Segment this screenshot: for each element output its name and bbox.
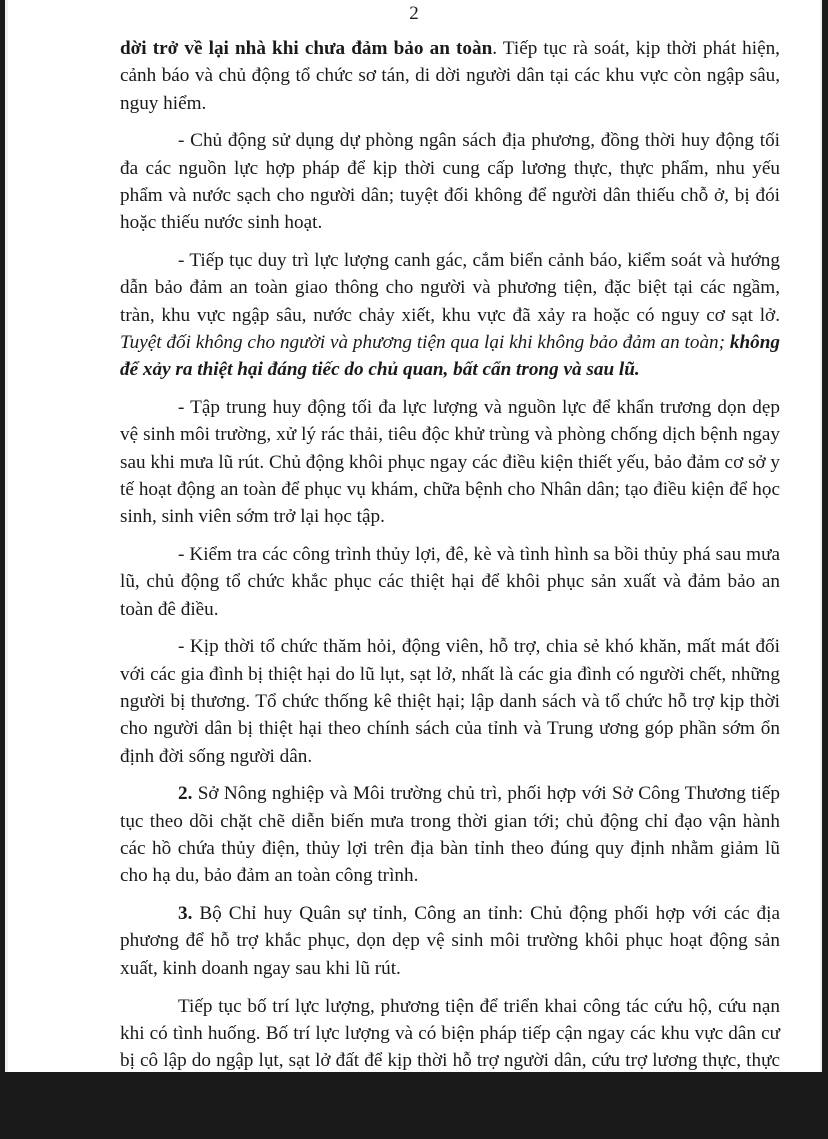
bold-text: dời trở về lại nhà khi chưa đảm bảo an toàn <box>120 38 493 59</box>
paragraph-sanitation <box>120 394 780 530</box>
item-number: 3. <box>178 903 193 925</box>
text: . Tiếp tục rà soát, kịp thời phát hiện, cảnh báo và chủ động tổ chức sơ tán, di dời người dân tại các khu vực còn ngập sâu, nguy hiểm. <box>120 38 780 114</box>
paragraph-traffic-safety <box>120 247 780 383</box>
document-body <box>120 35 780 1139</box>
text: - Tập trung huy động tối đa lực lượng và nguồn lực để khẩn trương dọn dẹp vệ sinh môi trường, xử lý rác thải, tiêu độc khử trùng và phòng chống dịch bệnh ngay sau khi mưa lũ rút. Chủ động khôi phục ngay các điều kiện thiết yếu, bảo đảm cơ sở y tế hoạt động an toàn để phục vụ khám, chữa bệnh cho Nhân dân; tạo điều kiện để học sinh, sinh viên sớm trở lại học tập. <box>120 397 781 528</box>
paragraph-continuation <box>120 35 780 117</box>
text: - Kịp thời tổ chức thăm hỏi, động viên, hỗ trợ, chia sẻ khó khăn, mất mát đối với các gia đình bị thiệt hại do lũ lụt, sạt lở, nhất là các gia đình có người chết, những người bị thương. Tổ chức thống kê thiệt hại; lập danh sách và tổ chức hỗ trợ kịp thời cho người dân bị thiệt hại theo chính sách của tỉnh và Trung ương góp phần sớm ổn định đời sống người dân. <box>120 636 780 767</box>
paragraph-irrigation <box>120 541 780 623</box>
paragraph-support <box>120 633 780 769</box>
paragraph-item-3 <box>120 900 780 982</box>
paragraph-rescue <box>120 993 780 1129</box>
document-page <box>5 0 822 1126</box>
text: Tiếp tục bố trí lực lượng, phương tiện để triển khai công tác cứu hộ, cứu nạn khi có tình huống. Bố trí lực lượng và có biện pháp tiếp cận ngay các khu vực dân cư bị cô lập do ngập lụt, sạt lở đất để kịp thời hỗ trợ người dân, cứu trợ lương thực, thực phẩm, nhu yếu phẩm cho người dân, sơ tán những trường hợp cần thiết để bảo đảm an toàn. <box>120 995 780 1126</box>
text: - Tiếp tục duy trì lực lượng canh gác, cắm biển cảnh báo, kiểm soát và hướng dẫn bảo đảm an toàn giao thông cho người và phương tiện, đặc biệt tại các ngầm, tràn, khu vực ngập sâu, nước chảy xiết, khu vực đã xảy ra hoặc có nguy cơ sạt lở. <box>120 250 780 326</box>
text: Bộ Chỉ huy Quân sự tỉnh, Công an tỉnh: Chủ động phối hợp với các địa phương để hỗ trợ khắc phục, dọn dẹp vệ sinh môi trường khôi phục hoạt động sản xuất, kinh doanh ngay sau khi lũ rút. <box>120 903 780 979</box>
paragraph-budget <box>120 127 780 236</box>
italic-text: Tuyệt đối không cho người và phương tiện qua lại khi không bảo đảm an toàn; <box>120 331 730 353</box>
text: Sở Nông nghiệp và Môi trường chủ trì, phối hợp với Sở Công Thương tiếp tục theo dõi chặt chẽ diễn biến mưa trong thời gian tới; chủ động chỉ đạo vận hành các hồ chứa thủy điện, thủy lợi trên địa bàn tỉnh theo đúng quy định nhằm giảm lũ cho hạ du, bảo đảm an toàn công trình. <box>120 783 780 887</box>
page-number: 2 <box>409 3 419 24</box>
text: - Kiểm tra các công trình thủy lợi, đê, kè và tình hình sa bồi thủy phá sau mưa lũ, chủ động tổ chức khắc phục các thiệt hại để khôi phục sản xuất và đảm bảo an toàn đê điều. <box>120 544 780 620</box>
paragraph-item-2 <box>120 780 780 889</box>
item-number: 2. <box>178 783 193 805</box>
bold-italic-text: không để xảy ra thiệt hại đáng tiếc do chủ quan, bất cẩn trong và sau lũ. <box>120 331 780 381</box>
text: - Chủ động sử dụng dự phòng ngân sách địa phương, đồng thời huy động tối đa các nguồn lực hợp pháp để kịp thời cung cấp lương thực, thực phẩm, nhu yếu phẩm và nước sạch cho người dân; tuyệt đối không để người dân thiếu chỗ ở, bị đói hoặc thiếu nước sinh hoạt. <box>120 130 780 234</box>
